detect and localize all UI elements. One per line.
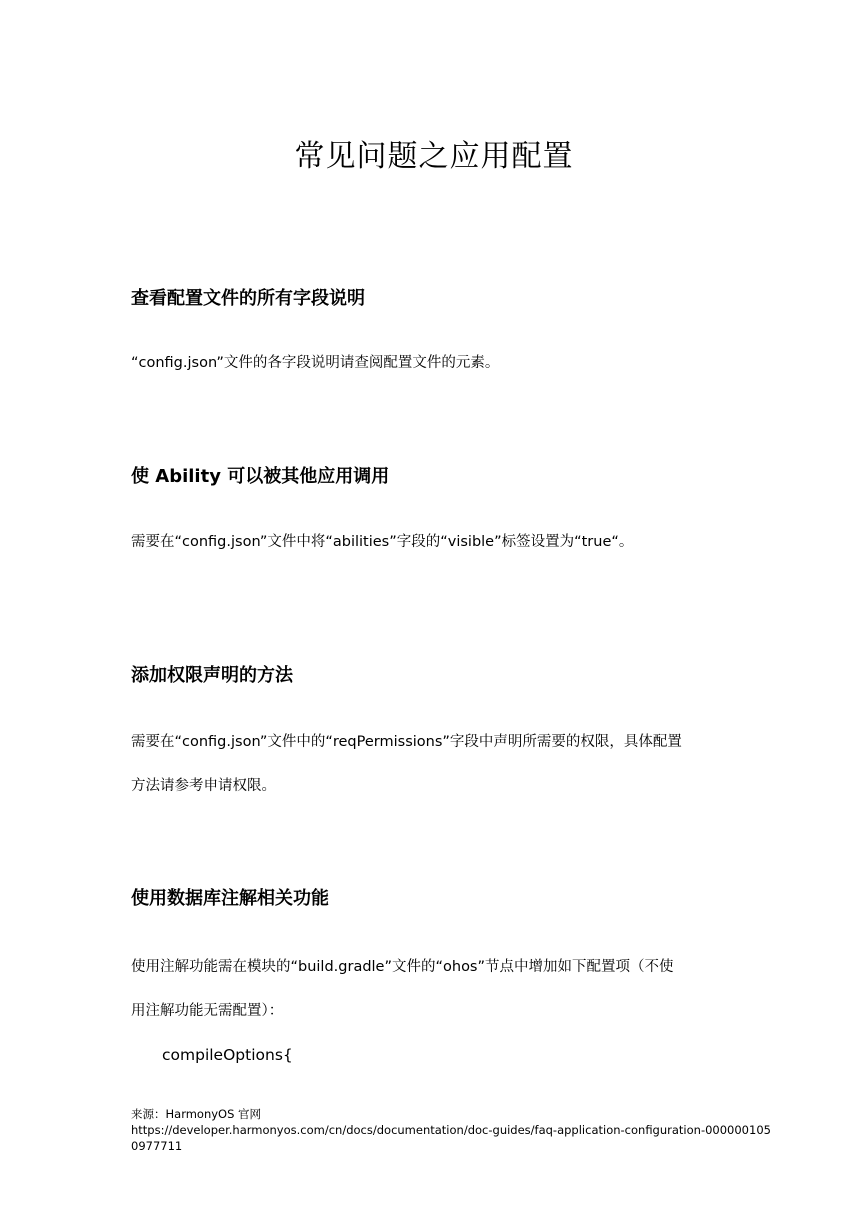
section-paragraph: 需要在“config.json”文件中的“reqPermissions”字段中声明所需要的权限，具体配置 <box>131 734 682 750</box>
section-paragraph: 方法请参考申请权限。 <box>131 778 276 794</box>
footer-url-continued: 0977711 <box>131 1139 183 1153</box>
section-paragraph: 使用注解功能需在模块的“build.gradle”文件的“ohos”节点中增加如下配置项（不使 <box>131 959 674 975</box>
section-paragraph: “config.json”文件的各字段说明请查阅配置文件的元素。 <box>131 355 500 371</box>
section-heading-database-annotations: 使用数据库注解相关功能 <box>131 888 329 909</box>
code-snippet: compileOptions{ <box>162 1046 293 1064</box>
footer-url: https://developer.harmonyos.com/cn/docs/documentation/doc-guides/faq-application-configuration-000000105 <box>131 1123 771 1137</box>
section-heading-field-descriptions: 查看配置文件的所有字段说明 <box>131 288 365 309</box>
page-title: 常见问题之应用配置 <box>294 139 574 174</box>
section-paragraph: 需要在“config.json”文件中将“abilities”字段的“visible”标签设置为“true“。 <box>131 534 634 550</box>
section-paragraph: 用注解功能无需配置）： <box>131 1003 284 1019</box>
section-heading-ability-visible: 使 Ability 可以被其他应用调用 <box>131 466 390 487</box>
section-heading-permissions: 添加权限声明的方法 <box>131 665 293 686</box>
page-footer <box>131 1106 771 1154</box>
footer-source: 来源：HarmonyOS 官网 <box>131 1107 262 1121</box>
